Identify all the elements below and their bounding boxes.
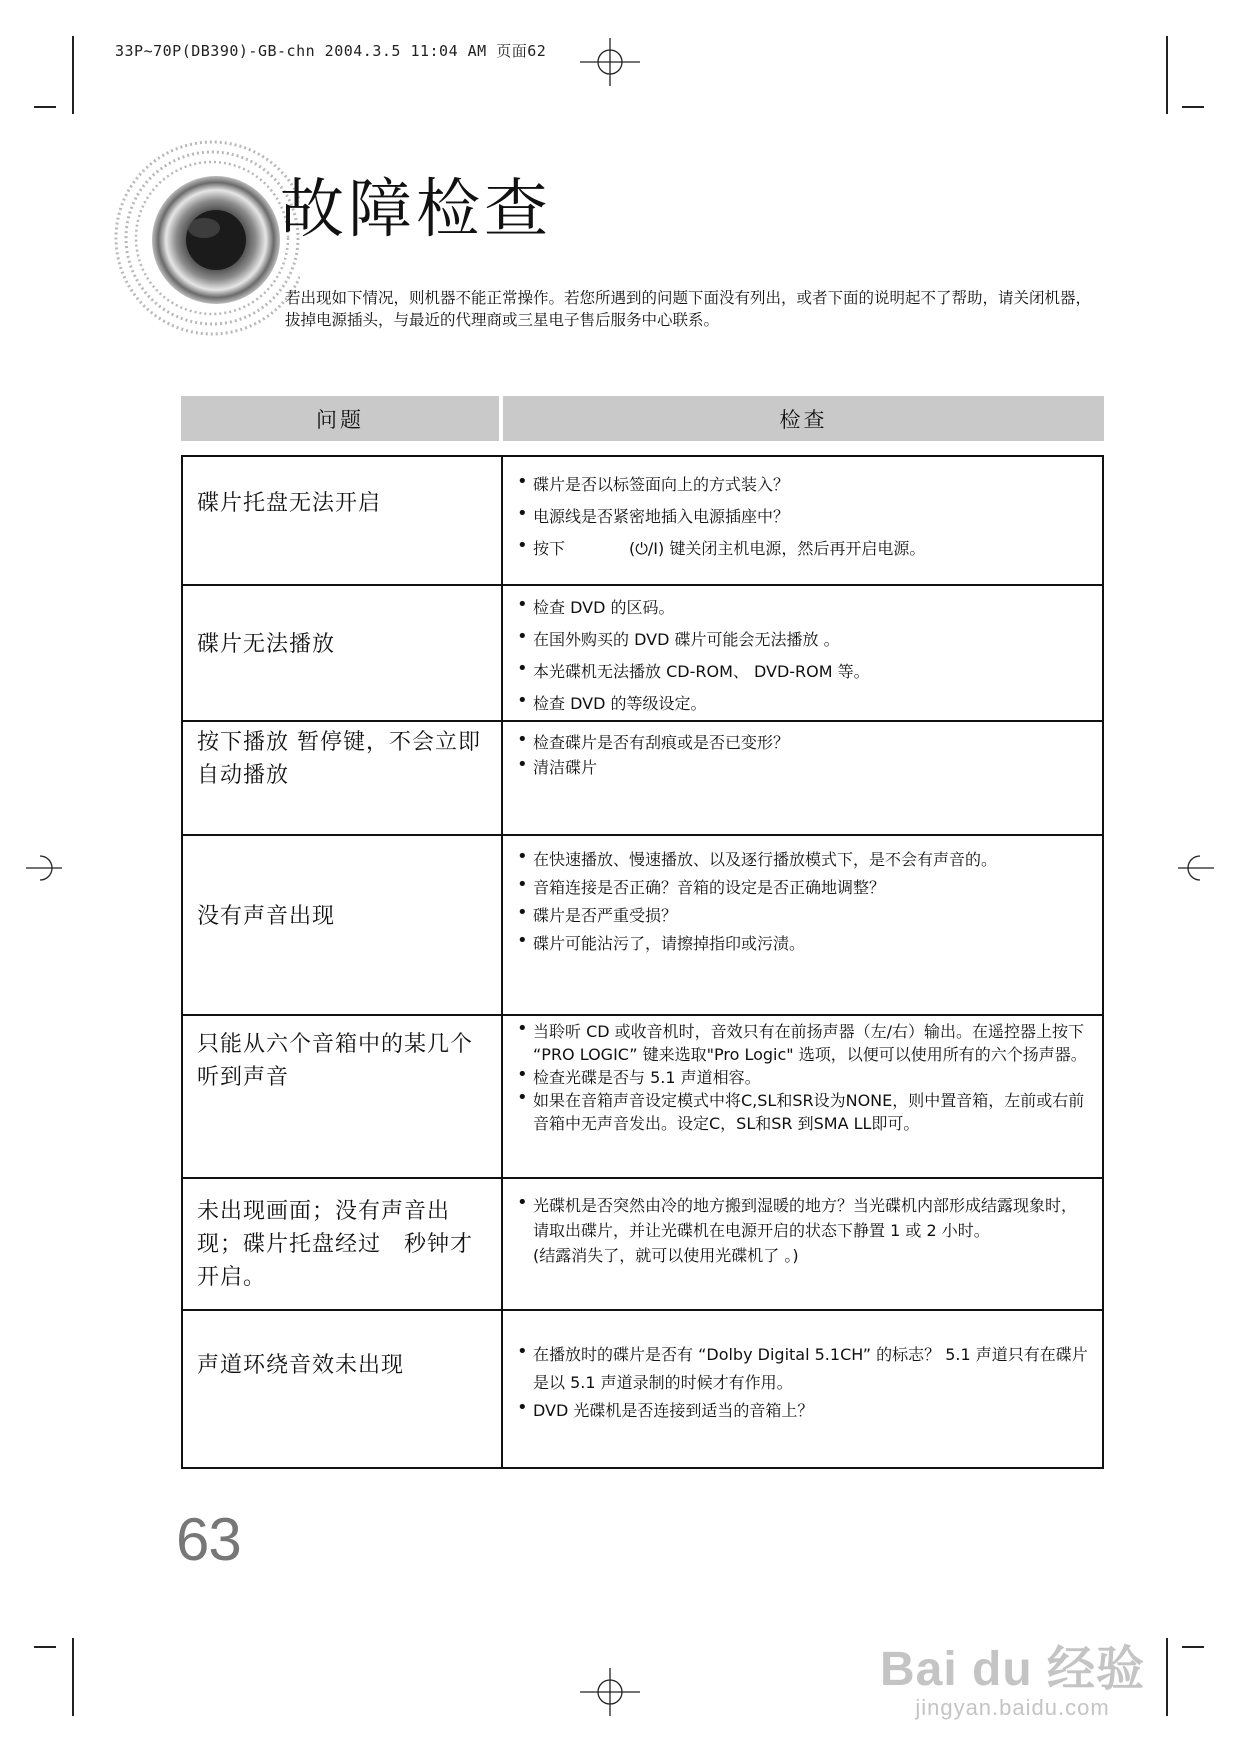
watermark-url: jingyan.baidu.com: [915, 1695, 1110, 1720]
problem-cell: 只能从六个音箱中的某几个听到声音: [197, 1032, 474, 1090]
crop-mark: [34, 1646, 56, 1648]
table-row: [183, 722, 1102, 834]
problem-cell: 碟片无法播放: [197, 632, 336, 657]
problem-cell: 碟片托盘无法开启: [197, 491, 382, 516]
registration-mark-top-icon: [580, 38, 640, 86]
table-row: [183, 1311, 1102, 1467]
check-item: • 检查 DVD 的区码。: [517, 592, 1092, 624]
problem-cell: 按下播放 暂停键，不会立即自动播放: [197, 730, 481, 788]
check-item: • 碟片可能沾污了，请擦掉指印或污渍。: [517, 930, 1092, 958]
check-item: • 在快速播放、慢速播放、以及逐行播放模式下，是不会有声音的。: [517, 846, 1092, 874]
check-item: • DVD 光碟机是否连接到适当的音箱上？: [517, 1397, 1092, 1425]
table-row: [183, 1179, 1102, 1309]
problem-cell: 没有声音出现: [197, 904, 336, 929]
crop-mark: [1182, 1646, 1204, 1648]
check-item: • 音箱连接是否正确？音箱的设定是否正确地调整？: [517, 874, 1092, 902]
table-row: [183, 836, 1102, 1014]
check-item: • 如果在音箱声音设定模式中将C,SL和SR设为NONE，则中置音箱，左前或右前音箱中无声音发出。设定C，SL和SR 到SMA LL即可。: [517, 1089, 1092, 1135]
check-list: [517, 730, 1092, 780]
check-item: • 当聆听 CD 或收音机时，音效只有在前扬声器（左/右）输出。在遥控器上按下 “PRO LOGIC” 键来选取"Pro Logic" 选项，以便可以使用所有的六个扬声器。: [517, 1020, 1092, 1066]
watermark: [880, 1630, 1145, 1721]
speaker-icon: [100, 130, 300, 340]
table-row: [183, 457, 1102, 584]
crop-mark: [1166, 1638, 1168, 1716]
registration-mark-left-icon: [26, 850, 62, 886]
watermark-brand: Bai du 经验: [880, 1643, 1146, 1696]
check-list: [517, 592, 1092, 720]
check-list: [517, 1341, 1092, 1425]
problem-cell: 声道环绕音效未出现: [197, 1353, 405, 1378]
crop-mark: [1166, 36, 1168, 114]
check-item: • 检查 DVD 的等级设定。: [517, 688, 1092, 720]
crop-mark: [72, 36, 74, 114]
check-item: • 本光碟机无法播放 CD-ROM、 DVD-ROM 等。: [517, 656, 1092, 688]
crop-mark: [1182, 106, 1204, 108]
intro-paragraph: 若出现如下情况，则机器不能正常操作。若您所遇到的问题下面没有列出，或者下面的说明起不了帮助，请关闭机器，拔掉电源插头，与最近的代理商或三星电子售后服务中心联系。: [285, 289, 1092, 329]
check-item: • 碟片是否以标签面向上的方式装入？: [517, 469, 1092, 501]
column-header-problem: 问题: [181, 396, 499, 441]
registration-mark-right-icon: [1178, 850, 1214, 886]
table-row: [183, 1016, 1102, 1177]
problem-cell: 未出现画面；没有声音出现；碟片托盘经过 秒钟才开启。: [197, 1199, 474, 1290]
check-list: [517, 469, 1092, 565]
check-list: [517, 1193, 1092, 1268]
column-header-check: 检查: [503, 396, 1104, 441]
check-list: [517, 1020, 1092, 1135]
page-title: 故障检查: [280, 173, 552, 247]
check-list: [517, 846, 1092, 958]
print-header: 33P~70P(DB390)-GB-chn 2004.3.5 11:04 AM 页面62: [115, 42, 547, 60]
table-header: [181, 396, 1104, 441]
check-item: • 检查碟片是否有刮痕或是否已变形？: [517, 730, 1092, 755]
troubleshooting-table: [181, 455, 1104, 1469]
check-item: • 光碟机是否突然由冷的地方搬到湿暖的地方？当光碟机内部形成结露现象时，请取出碟片，并让光碟机在电源开启的状态下静置 1 或 2 小时。: [517, 1193, 1092, 1243]
check-item: • 在播放时的碟片是否有 “Dolby Digital 5.1CH” 的标志？ 5.1 声道只有在碟片是以 5.1 声道录制的时候才有作用。: [517, 1341, 1092, 1397]
page-number: 63: [176, 1506, 241, 1573]
check-item: • 检查光碟是否与 5.1 声道相容。: [517, 1066, 1092, 1089]
crop-mark: [72, 1638, 74, 1716]
check-item: • 电源线是否紧密地插入电源插座中？: [517, 501, 1092, 533]
check-item: • 按下 (⏻/I) 键关闭主机电源，然后再开启电源。: [517, 533, 1092, 565]
check-item: • 清洁碟片: [517, 755, 1092, 780]
check-item: • 在国外购买的 DVD 碟片可能会无法播放 。: [517, 624, 1092, 656]
table-row: [183, 586, 1102, 720]
check-item: • 碟片是否严重受损？: [517, 902, 1092, 930]
registration-mark-bottom-icon: [580, 1668, 640, 1716]
check-item: (结露消失了，就可以使用光碟机了 。): [533, 1246, 799, 1265]
crop-mark: [34, 106, 56, 108]
